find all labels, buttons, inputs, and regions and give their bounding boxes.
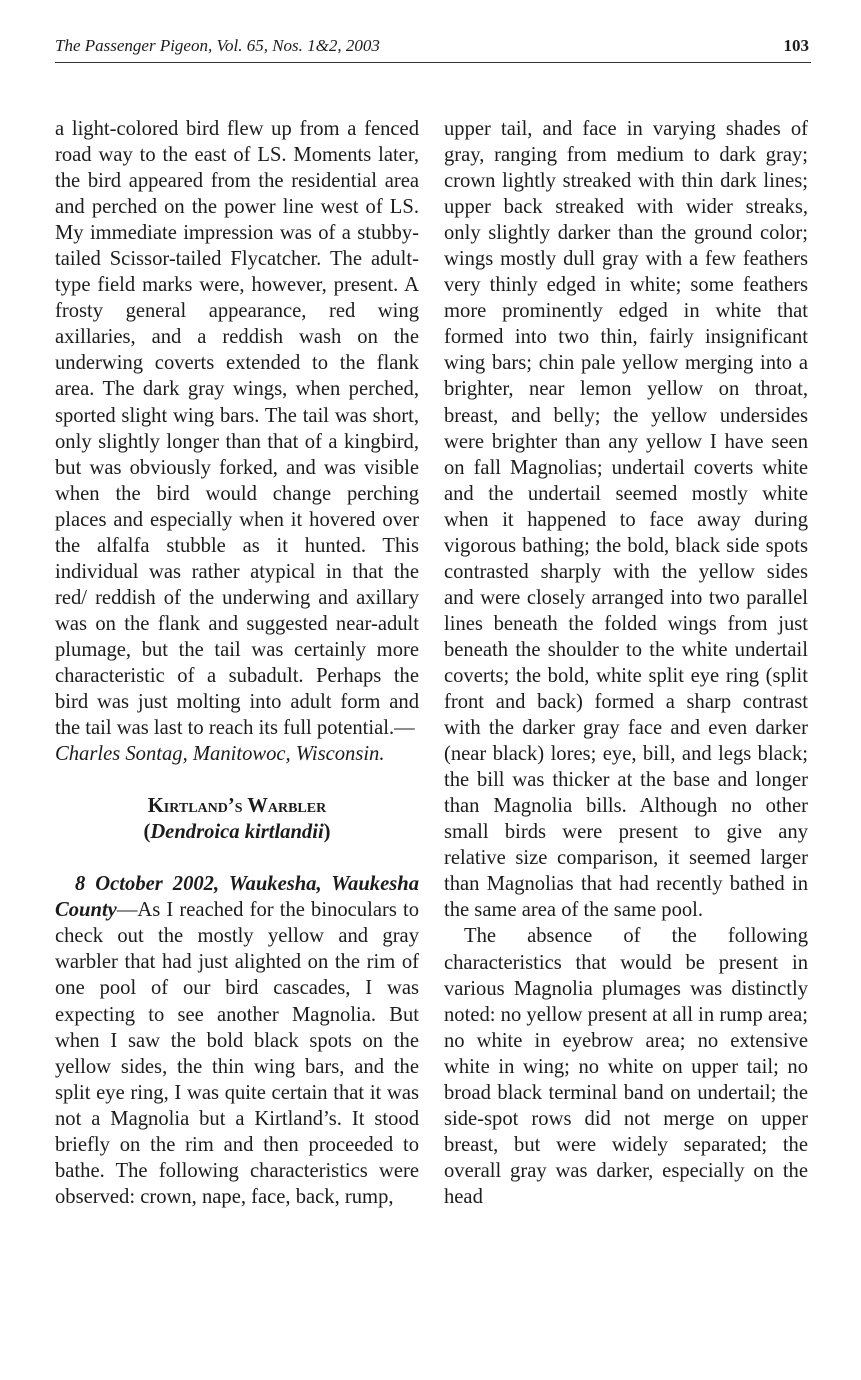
page-number: 103 (783, 36, 809, 55)
record-paragraph (55, 871, 419, 1210)
record-text: —As I reached for the binoculars to check out the mostly yellow and gray warbler that had just alighted on the rim of one pool of our bird cascades, I was expecting to see another Magnolia. But when I saw the bold black spots on the yellow sides, the thin wing bars, and the split eye ring, I was quite certain that it was not a Magnolia but a Kirtland’s. It stood briefly on the rim and then proceeded to bathe. The following characteristics were observed: crown, nape, face, back, rump, (55, 899, 419, 1208)
species-common-name: Kirtland’s Warbler (147, 795, 327, 818)
running-head (55, 34, 811, 63)
author-signature: Charles Sontag, Manitowoc, Wisconsin. (55, 743, 385, 766)
left-column (55, 116, 419, 1210)
continuation-text: a light-colored bird flew up from a fenced road way to the east of LS. Moments later, the bird appeared from the residential area and perched on the power line west of LS. My immediate impression was of a stubby-tailed Scissor-tailed Flycatcher. The adult-type field marks were, however, present. A frosty general appearance, red wing axillaries, and a reddish wash on the underwing coverts extended to the flank area. The dark gray wings, when perched, sported slight wing bars. The tail was short, only slightly longer than that of a kingbird, but was obviously forked, and was visible when the bird would change perching places and especially when it hovered over the alfalfa stubble as it hunted. This individual was rather atypical in that the red/ reddish of the underwing and axillary was on the flank and suggested near-adult plumage, but the tail was certainly more characteristic of a subadult. Perhaps the bird was just molting into adult form and the tail was last to reach its full potential.— (55, 118, 419, 740)
journal-title: The Passenger Pigeon, Vol. 65, Nos. 1&2, 2003 (55, 36, 380, 55)
species-scientific-name: Dendroica kirtlandii (150, 821, 324, 844)
continuation-paragraph (55, 116, 419, 767)
species-heading (55, 793, 419, 819)
absence-paragraph: The absence of the following characteristics that would be present in various Magnolia plumages was distinctly noted: no yellow present at all in rump area; no white in eyebrow area; no extensive white in wing; no white on upper tail; no broad black terminal band on undertail; the side-spot rows did not merge on upper breast, but were widely separated; the overall gray was darker, especially on the head (444, 925, 808, 1208)
species-scientific-line: (Dendroica kirtlandii) (143, 821, 331, 844)
record-date-location: 8 October 2002, Waukesha, Waukesha County (55, 873, 419, 922)
description-paragraph: upper tail, and face in varying shades of gray, ranging from medium to dark gray; crown lightly streaked with thin dark lines; upper back streaked with wider streaks, only slightly darker than the ground color; wings mostly dull gray with a few feathers very thinly edged in white; some feathers more prominently edged in white that formed into two thin, fairly insignificant wing bars; chin pale yellow merging into a brighter, near lemon yellow on throat, breast, and belly; the yellow undersides were brighter than any yellow I have seen on fall Magnolias; undertail coverts white and the undertail seemed mostly white when it happened to face away during vigorous bathing; the bold, black side spots contrasted sharply with the yellow sides and were closely arranged into two parallel lines beneath the folded wings from just beneath the shoulder to the white undertail coverts; the bold, white split eye ring (split front and back) formed a sharp contrast with the darker gray face and even darker (near black) lores; eye, bill, and legs black; the bill was thicker at the base and longer than Magnolia bills. Although no other small birds were present to give any relative size comparison, it seemed larger than Magnolias that had recently bathed in the same area of the same pool. (444, 118, 808, 922)
right-column (444, 116, 808, 1210)
